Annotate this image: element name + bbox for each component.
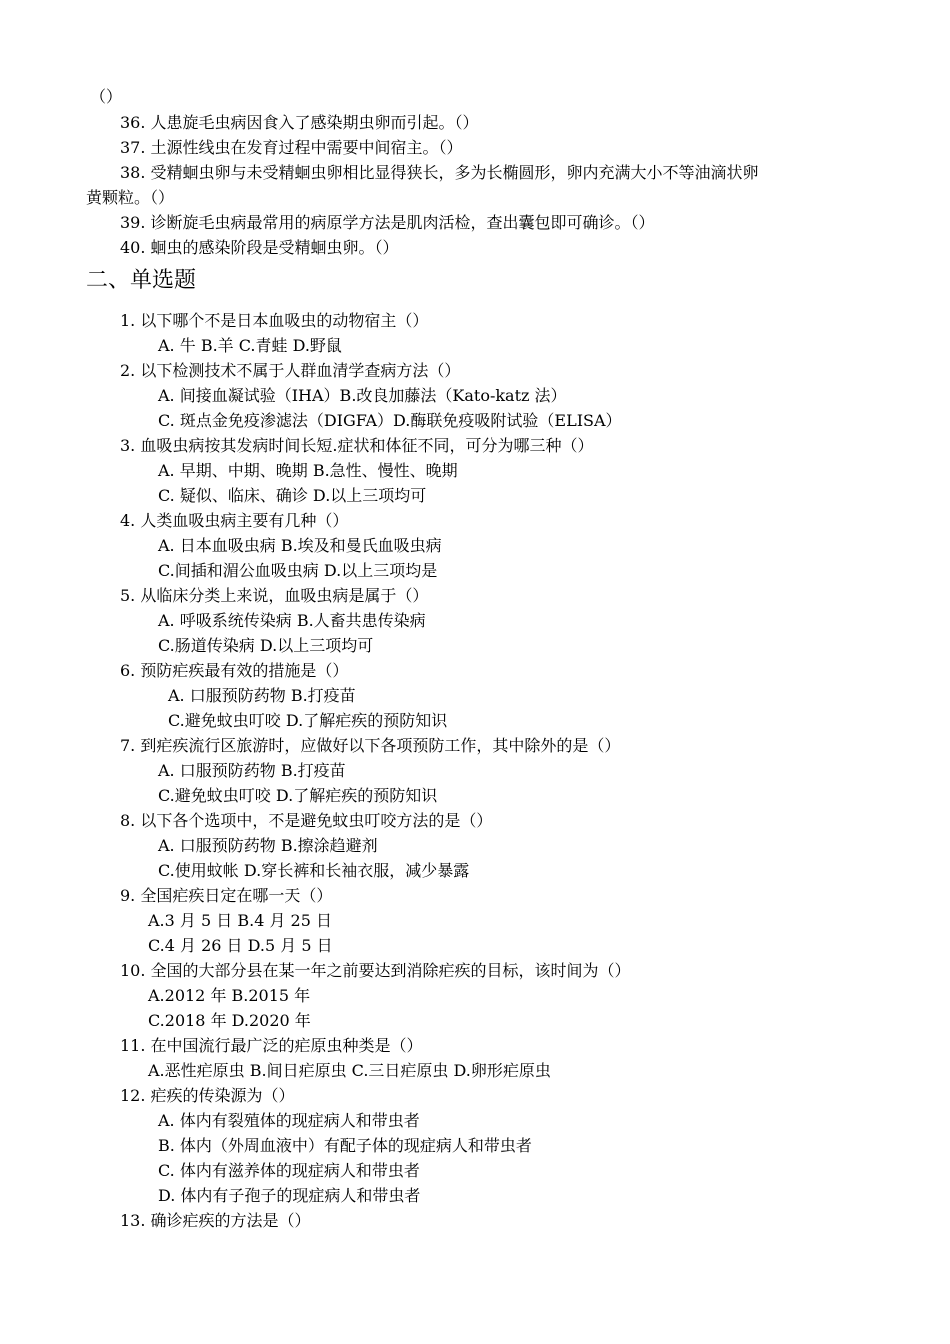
option-line: A. 口服预防药物 B.打疫苗	[158, 761, 346, 780]
option-line: C.4 月 26 日 D.5 月 5 日	[148, 936, 333, 955]
option-line: A. 体内有裂殖体的现症病人和带虫者	[158, 1111, 420, 1130]
option-line: C.肠道传染病 D.以上三项均可	[158, 636, 374, 655]
section-title: 二、单选题	[86, 268, 197, 293]
option-line: C. 疑似、临床、确诊 D.以上三项均可	[158, 486, 427, 505]
question-line: 10. 全国的大部分县在某一年之前要达到消除疟疾的目标，该时间为（）	[120, 961, 631, 980]
tf-line: 37. 土源性线虫在发育过程中需要中间宿主。（）	[120, 138, 463, 157]
question-line: 6. 预防疟疾最有效的措施是（）	[120, 661, 349, 680]
tf-line: 39. 诊断旋毛虫病最常用的病原学方法是肌肉活检，查出囊包即可确诊。（）	[120, 213, 655, 232]
option-line: C.避免蚊虫叮咬 D.了解疟疾的预防知识	[158, 786, 438, 805]
option-line: A. 呼吸系统传染病 B.人畜共患传染病	[158, 611, 426, 630]
question-line: 13. 确诊疟疾的方法是（）	[120, 1211, 311, 1230]
option-line: A. 早期、中期、晚期 B.急性、慢性、晚期	[158, 461, 458, 480]
option-line: B. 体内（外周血液中）有配子体的现症病人和带虫者	[158, 1136, 532, 1155]
tf-line: 38. 受精蛔虫卵与未受精蛔虫卵相比显得狭长，多为长椭圆形，卵内充满大小不等油滴状卵	[120, 163, 759, 182]
tf-line: 黄颗粒。（）	[86, 188, 175, 207]
option-line: A.2012 年 B.2015 年	[148, 986, 311, 1005]
option-line: C.避免蚊虫叮咬 D.了解疟疾的预防知识	[168, 711, 448, 730]
question-line: 8. 以下各个选项中，不是避免蚊虫叮咬方法的是（）	[120, 811, 493, 830]
question-line: 1. 以下哪个不是日本血吸虫的动物宿主（）	[120, 311, 429, 330]
option-line: C.间插和湄公血吸虫病 D.以上三项均是	[158, 561, 438, 580]
question-line: 7. 到疟疾流行区旅游时，应做好以下各项预防工作，其中除外的是（）	[120, 736, 621, 755]
option-line: C. 体内有滋养体的现症病人和带虫者	[158, 1161, 420, 1180]
tf-line: 36. 人患旋毛虫病因食入了感染期虫卵而引起。（）	[120, 113, 479, 132]
question-line: 3. 血吸虫病按其发病时间长短.症状和体征不同，可分为哪三种（）	[120, 436, 594, 455]
option-line: A. 牛 B.羊 C.青蛙 D.野鼠	[158, 336, 342, 355]
option-line: A.恶性疟原虫 B.间日疟原虫 C.三日疟原虫 D.卵形疟原虫	[148, 1061, 551, 1080]
option-line: C.使用蚊帐 D.穿长裤和长袖衣服，减少暴露	[158, 861, 470, 880]
option-line: A. 间接血凝试验（IHA）B.改良加藤法（Kato-katz 法）	[158, 386, 567, 405]
option-line: A.3 月 5 日 B.4 月 25 日	[148, 911, 332, 930]
option-line: C. 斑点金免疫渗滤法（DIGFA）D.酶联免疫吸附试验（ELISA）	[158, 411, 622, 430]
question-line: 4. 人类血吸虫病主要有几种（）	[120, 511, 349, 530]
tf-line: 40. 蛔虫的感染阶段是受精蛔虫卵。（）	[120, 238, 399, 257]
option-line: C.2018 年 D.2020 年	[148, 1011, 311, 1030]
tf-line: （）	[90, 87, 123, 106]
option-line: D. 体内有子孢子的现症病人和带虫者	[158, 1186, 421, 1205]
question-line: 2. 以下检测技术不属于人群血清学查病方法（）	[120, 361, 461, 380]
option-line: A. 口服预防药物 B.擦涂趋避剂	[158, 836, 378, 855]
option-line: A. 日本血吸虫病 B.埃及和曼氏血吸虫病	[158, 536, 442, 555]
question-line: 5. 从临床分类上来说，血吸虫病是属于（）	[120, 586, 429, 605]
question-line: 11. 在中国流行最广泛的疟原虫种类是（）	[120, 1036, 423, 1055]
question-line: 12. 疟疾的传染源为（）	[120, 1086, 295, 1105]
question-line: 9. 全国疟疾日定在哪一天（）	[120, 886, 333, 905]
option-line: A. 口服预防药物 B.打疫苗	[168, 686, 356, 705]
